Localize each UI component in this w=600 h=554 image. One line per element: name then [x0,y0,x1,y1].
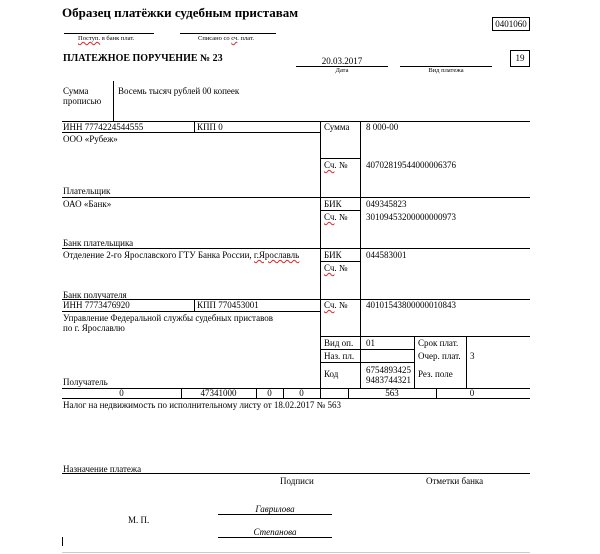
grid-line [320,261,360,262]
pay-term-label: Срок плат. [418,338,459,348]
grid-line [62,299,530,300]
budget-cell: 0 [299,388,304,398]
budget-cell: 0 [119,388,124,398]
payer-inn: ИНН 7774224544555 [63,122,144,132]
order-title: ПЛАТЕЖНОЕ ПОРУЧЕНИЕ № 23 [63,53,223,64]
amount-label: Сумма [324,122,350,132]
grid-line [320,158,360,159]
payee-account: 40101543800000010843 [366,300,456,310]
signatures-label: Подписи [280,476,314,486]
payee-label: Получатель [63,377,108,387]
order-label: Очер. плат. [418,351,461,361]
payee-name-line2: по г. Ярославлю [63,323,125,333]
reserve-label: Рез. поле [418,369,453,379]
signature-line-2 [218,537,332,538]
payee-bank-label: Банк получателя [63,290,127,300]
budget-cell: 0 [267,388,272,398]
grid-line [320,121,321,388]
payee-account-label: Сч. № [324,300,348,310]
text-cursor [62,537,63,546]
payee-bik: 044583001 [366,250,407,260]
payee-kpp: КПП 770453001 [197,300,259,310]
debited-line [180,33,276,34]
budget-cell: 0 [469,388,475,398]
payer-account-label: Сч. № [324,160,348,170]
payee-inn: ИНН 7773476920 [63,300,130,310]
status-code: 19 [515,53,525,63]
grid-line [62,132,320,133]
payer-bik-label: БИК [324,199,342,209]
payer-account: 40702819544000006376 [366,160,456,170]
grid-line [320,210,360,211]
payer-bank-name: ОАО «Банк» [63,199,112,209]
amount-words-label: Сумма прописью [63,86,102,106]
payer-bank-account: 30109453200000000973 [366,212,456,222]
op-type: 01 [366,338,375,348]
payee-bik-label: БИК [324,250,342,260]
payer-name: ООО «Рубеж» [63,134,118,144]
amount-words: Восемь тысяч рублей 00 копеек [118,86,240,96]
code-value-1: 6754893425 [366,365,411,375]
budget-cell: 563 [385,388,399,398]
grid-line [360,121,361,388]
payer-label: Плательщик [63,186,111,196]
grid-line [320,362,414,363]
received-label: Поступ. в банк плат. [78,35,135,42]
amount-words-divider [113,81,114,121]
date-label: Дата [335,67,349,74]
signature-line-1 [218,514,332,515]
payee-bank-account-label: Сч. № [324,263,348,273]
stamp-label: М. П. [128,515,150,525]
grid-line [62,311,320,312]
purpose-code-label: Наз. пл. [324,351,355,361]
code-value-2: 9483744321 [366,375,411,385]
received-line [64,33,154,34]
payment-type-label: Вид платежа [428,67,464,74]
payer-bank-label: Банк плательщика [63,238,134,248]
signer-2: Степанова [253,527,297,537]
grid-line [320,336,530,337]
page-title: Образец платёжки судебным приставам [62,5,299,20]
payee-name-line1: Управление Федеральной службы судебных приставов [63,313,274,323]
purpose-text: Налог на недвижимость по исполнительному листу от 18.02.2017 № 563 [63,400,341,410]
grid-line [62,248,530,249]
purpose-line [62,473,530,474]
grid-line [62,398,530,399]
payer-bank-account-label: Сч. № [324,212,348,222]
form-code-box [492,17,530,31]
debited-label: Списано со сч. плат. [198,35,254,42]
grid-line [62,197,530,198]
grid-line [320,388,321,398]
status-code-box [510,50,530,67]
op-type-label: Вид оп. [324,338,354,348]
form-code: 0401060 [495,19,527,29]
amount-value: 8 000-00 [366,122,399,132]
grid-line [320,349,414,350]
payer-kpp: КПП 0 [197,122,223,132]
page-edge [62,552,530,553]
grid-line [466,336,467,388]
code-label: Код [324,369,339,379]
purpose-label: Назначение платежа [63,464,142,474]
grid-line [194,121,195,132]
bank-marks-label: Отметки банка [426,476,484,486]
signer-1: Гаврилова [255,504,295,514]
grid-line [414,336,415,388]
payer-bik: 049345823 [366,199,407,209]
payee-bank-name: Отделение 2-го Ярославского ГТУ Банка России, г.Ярославль [63,250,300,260]
order-value: 3 [470,351,475,361]
order-date: 20.03.2017 [321,56,363,66]
grid-line [194,299,195,311]
budget-cell: 47341000 [200,388,237,398]
